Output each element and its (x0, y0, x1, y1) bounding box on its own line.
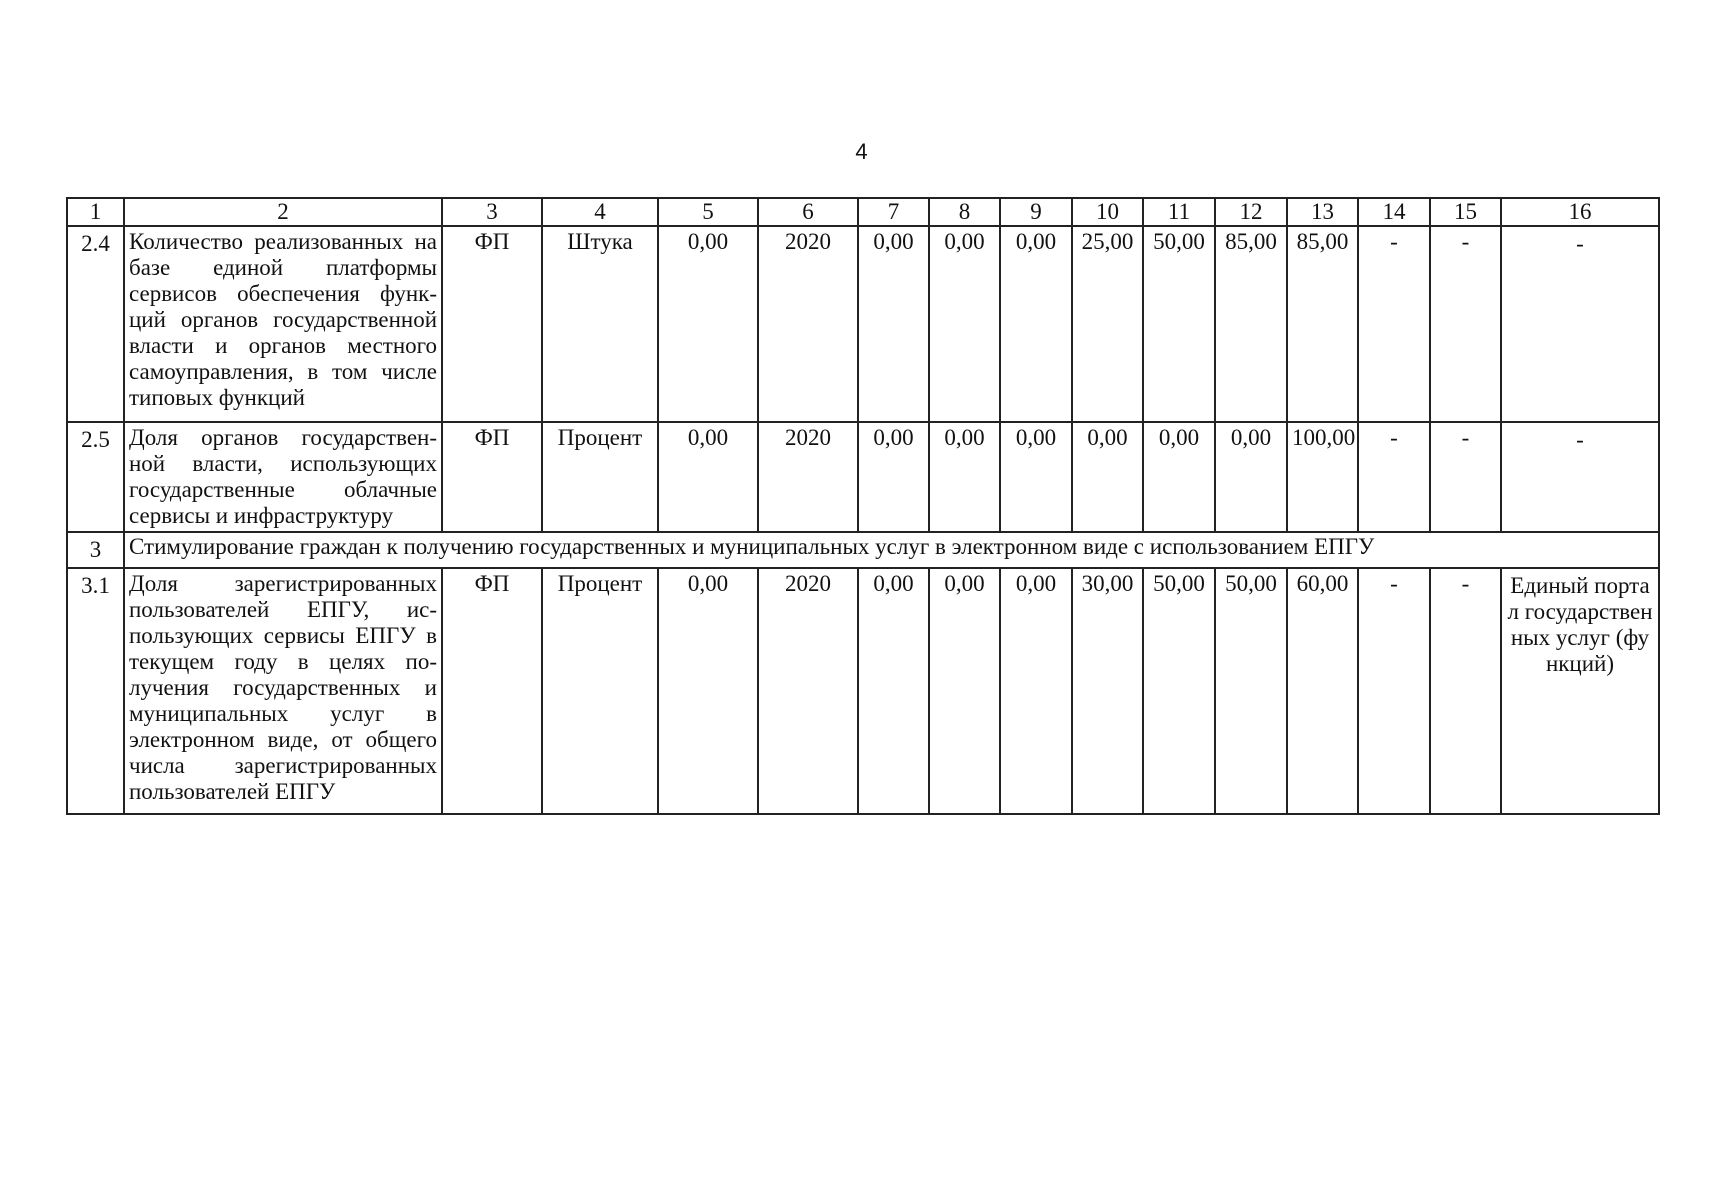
value-cell: 0,00 (858, 226, 929, 422)
column-number: 3 (442, 198, 542, 226)
table-row (67, 226, 1659, 422)
column-number: 7 (858, 198, 929, 226)
value-cell: 0,00 (929, 568, 1000, 814)
value-cell: 0,00 (858, 568, 929, 814)
note-cell: Единый портал государственных услуг (функций) (1501, 568, 1659, 814)
value-cell: 60,00 (1287, 568, 1358, 814)
page-number: 4 (855, 139, 868, 164)
value-cell: 0,00 (1000, 568, 1072, 814)
table-row (67, 422, 1659, 532)
indicator-name: Количество реализованных на базе единой платформы сервисов обеспечения функ-ций органов государственной власти и органов местного самоуправления, в том числе типовых функций (124, 226, 442, 422)
column-number: 12 (1215, 198, 1287, 226)
column-number: 2 (124, 198, 442, 226)
value-cell: 0,00 (929, 226, 1000, 422)
base-year-cell: 2020 (758, 226, 858, 422)
value-cell: 0,00 (1000, 226, 1072, 422)
value-cell: 0,00 (1215, 422, 1287, 532)
value-cell: 50,00 (1215, 568, 1287, 814)
row-number: 2.4 (67, 226, 124, 422)
base-year-cell: 2020 (758, 568, 858, 814)
row-number: 2.5 (67, 422, 124, 532)
value-cell: 50,00 (1143, 226, 1215, 422)
column-number: 6 (758, 198, 858, 226)
column-number: 13 (1287, 198, 1358, 226)
value-cell: 50,00 (1143, 568, 1215, 814)
section-title: Стимулирование граждан к получению государственных и муниципальных услуг в электронном виде с использованием ЕПГУ (124, 532, 1659, 568)
base-value-cell: 0,00 (658, 226, 758, 422)
value-cell: 85,00 (1287, 226, 1358, 422)
unit-cell: Штука (542, 226, 658, 422)
value-cell: 0,00 (1143, 422, 1215, 532)
column-number-row (67, 198, 1659, 226)
column-number: 10 (1072, 198, 1143, 226)
base-value-cell: 0,00 (658, 422, 758, 532)
unit-cell: Процент (542, 568, 658, 814)
column-number: 14 (1358, 198, 1430, 226)
section-row (67, 532, 1659, 568)
column-number: 8 (929, 198, 1000, 226)
note-cell: - (1501, 422, 1659, 532)
column-number: 9 (1000, 198, 1072, 226)
value-cell: 85,00 (1215, 226, 1287, 422)
section-number: 3 (67, 532, 124, 568)
indicators-table (66, 197, 1660, 815)
source-cell: ФП (442, 568, 542, 814)
column-number: 16 (1501, 198, 1659, 226)
column-number: 5 (658, 198, 758, 226)
value-cell: - (1358, 568, 1430, 814)
value-cell: - (1358, 226, 1430, 422)
column-number: 1 (67, 198, 124, 226)
table-row (67, 568, 1659, 814)
value-cell: 0,00 (929, 422, 1000, 532)
value-cell: 0,00 (858, 422, 929, 532)
value-cell: 30,00 (1072, 568, 1143, 814)
column-number: 11 (1143, 198, 1215, 226)
value-cell: 0,00 (1072, 422, 1143, 532)
note-cell: - (1501, 226, 1659, 422)
column-number: 15 (1430, 198, 1501, 226)
value-cell: - (1358, 422, 1430, 532)
row-number: 3.1 (67, 568, 124, 814)
base-year-cell: 2020 (758, 422, 858, 532)
indicator-name: Доля зарегистрированных пользователей ЕПГУ, ис-пользующих сервисы ЕПГУ в текущем году в целях по-лучения государственных и муниципальных услуг в электронном виде, от общего числа зарегистрированных пользователей ЕПГУ (124, 568, 442, 814)
source-cell: ФП (442, 226, 542, 422)
value-cell: - (1430, 422, 1501, 532)
base-value-cell: 0,00 (658, 568, 758, 814)
indicator-name: Доля органов государствен-ной власти, использующих государственные облачные сервисы и инфраструктуру (124, 422, 442, 532)
column-number: 4 (542, 198, 658, 226)
source-cell: ФП (442, 422, 542, 532)
value-cell: - (1430, 568, 1501, 814)
unit-cell: Процент (542, 422, 658, 532)
value-cell: 25,00 (1072, 226, 1143, 422)
value-cell: 100,00 (1287, 422, 1358, 532)
value-cell: - (1430, 226, 1501, 422)
value-cell: 0,00 (1000, 422, 1072, 532)
